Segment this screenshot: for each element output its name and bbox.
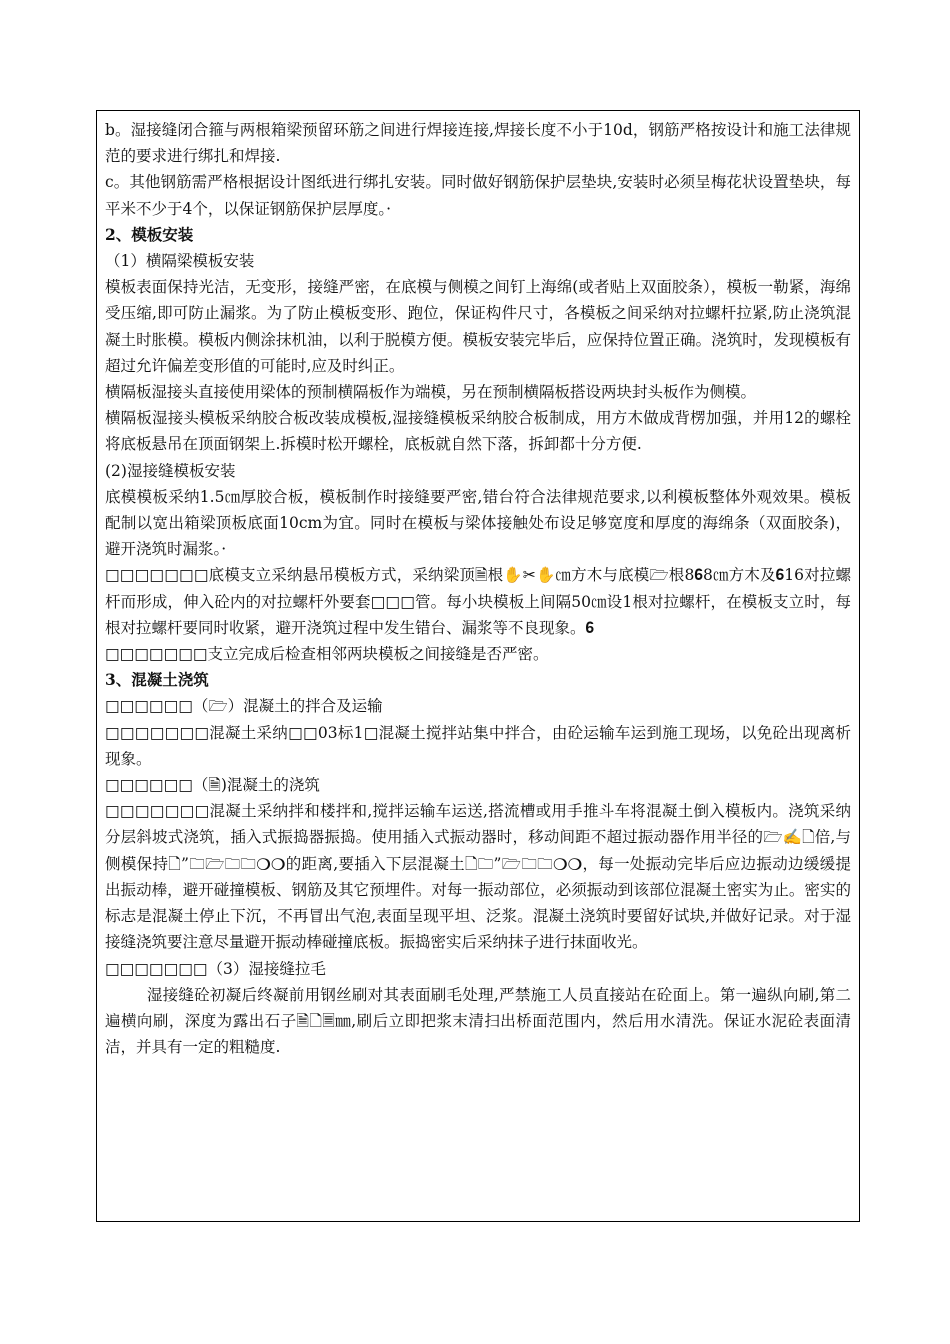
paragraph: 底模模板采纳1.5㎝厚胶合板，模板制作时接缝要严密,错台符合法律规范要求,以利模板整体外观效果。模板配制以宽出箱梁顶板底面10cm为宜。同时在模板与梁体接触处布设足够宽度和厚度的海绵条（双面胶条)，避开浇筑时漏浆。· [105, 487, 851, 559]
subsection-heading: (2)湿接缝模板安装 [105, 461, 236, 480]
subsection-heading: □□□□□□□（3）湿接缝拉毛 [105, 959, 326, 978]
section-heading: 3、混凝土浇筑 [105, 670, 209, 690]
paragraph: 湿接缝砼初凝后终凝前用钢丝刷对其表面刷毛处理,严禁施工人员直接站在砼面上。第一遍纵向刷,第二遍横向刷，深度为露出石子🗎🗋🗏㎜,刷后立即把浆末清扫出桥面范围内，然后用水清洗。保证水泥砼表面清洁，并具有一定的粗糙度. [105, 985, 851, 1057]
paragraph: c。其他钢筋需严格根据设计图纸进行绑扎安装。同时做好钢筋保护层垫块,安装时必须呈梅花状设置垫块，每平米不少于4个，以保证钢筋保护层厚度。· [105, 173, 851, 218]
section-heading: 2、模板安装 [105, 224, 194, 244]
paragraph: 横隔板湿接头模板采纳胶合板改装成模板,湿接缝模板采纳胶合板制成，用方木做成背楞加强，并用12的螺栓将底板悬吊在顶面钢架上.拆模时松开螺栓，底板就自然下落，拆卸都十分方便. [105, 409, 851, 454]
paragraph: b。湿接缝闭合箍与两根箱梁预留环筋之间进行焊接连接,焊接长度不小于10d，钢筋严格按设计和施工法律规范的要求进行绑扎和焊接. [105, 121, 851, 166]
paragraph: □□□□□□□混凝土采纳□□03标1□混凝土搅拌站集中拌合，由砼运输车运到施工现场，以免砼出现离析现象。 [105, 723, 851, 768]
paragraph: 模板表面保持光洁，无变形，接缝严密，在底模与侧模之间钉上海绵(或者贴上双面胶条），模板一勒紧，海绵受压缩,即可防止漏浆。为了防止模板变形、跑位，保证构件尺寸，各模板之间采纳对拉螺杆拉紧,防止浇筑混凝土时胀模。模板内侧涂抹机油，以利于脱模方便。模板安装完毕后，应保持位置正确。浇筑时，发现模板有超过允许偏差变形值的可能时,应及时纠正。 [105, 278, 851, 375]
subsection-heading: □□□□□□（🗁）混凝土的拌合及运输 [105, 697, 383, 716]
paragraph: □□□□□□□混凝土采纳拌和楼拌和,搅拌运输车运送,搭流槽或用手推斗车将混凝土倒入模板内。浇筑采纳分层斜坡式浇筑，插入式振捣器振捣。使用插入式振动器时，移动间距不超过振动器作用半径的🗁✍🗋倍,与侧模保持🗋”🗀🗁🗀🗀❍❍的距离,要插入下层混凝土🗋🗀”🗁🗀🗀❍❍，每一处振动完毕后应边振动边缓缓提出振动棒，避开碰撞模板、钢筋及其它预埋件。对每一振动部位，必须振动到该部位混凝土密实为止。密实的标志是混凝土停止下沉，不再冒出气泡,表面呈现平坦、泛浆。混凝土浇筑时要留好试块,并做好记录。对于湿接缝浇筑要注意尽量避开振动棒碰撞底板。振捣密实后采纳抹子进行抹面收光。 [105, 802, 851, 952]
subsection-heading: □□□□□□（🗎)混凝土的浇筑 [105, 776, 320, 795]
paragraph: □□□□□□□支立完成后检查相邻两块模板之间接缝是否严密。 [105, 645, 549, 664]
paragraph: □□□□□□□底模支立采纳悬吊模板方式，采纳梁顶🗎根✋✂✋㎝方木与底模🗁根8𝟔8㎝方木及𝟔16对拉螺杆而形成，伸入砼内的对拉螺杆外要套□□□管。每小块模板上间隔50㎝设1根对拉螺杆，在模板支立时，每根对拉螺杆要同时收紧，避开浇筑过程中发生错台、漏浆等不良现象。𝟔 [105, 566, 851, 637]
paragraph: 横隔板湿接头直接使用梁体的预制横隔板作为端模，另在预制横隔板搭设两块封头板作为侧模。 [105, 383, 757, 402]
subsection-heading: （1）横隔梁模板安装 [105, 252, 255, 271]
document-page [96, 110, 860, 1222]
